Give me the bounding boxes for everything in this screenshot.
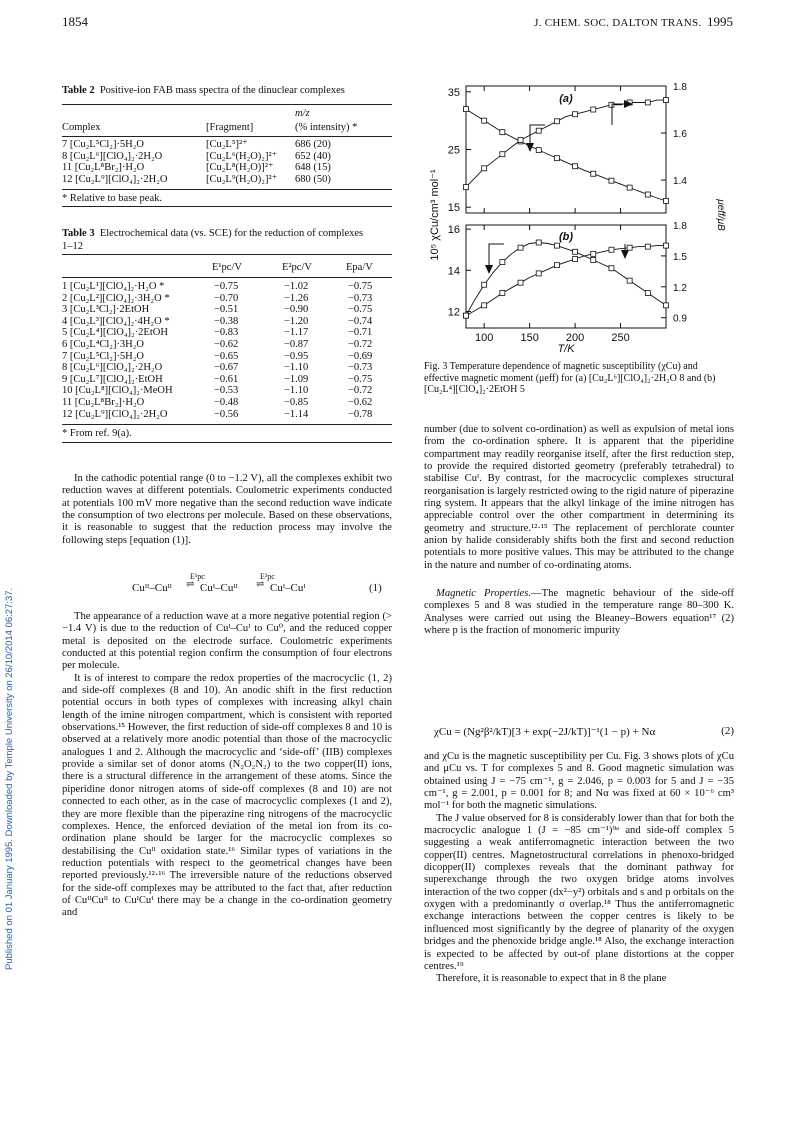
data-point: [573, 256, 578, 261]
y-tick-label: 15: [447, 202, 460, 215]
cell-e1: −0.83: [214, 327, 239, 339]
cell-complex: 7 [Cu₂L⁵Cl₂]·5H₂O: [62, 139, 145, 150]
table-row: [62, 304, 392, 316]
table3-col-e1: E¹pc/V: [212, 262, 242, 273]
data-point: [591, 171, 596, 176]
cell-e2: −1.14: [284, 408, 309, 420]
table-row: [62, 139, 392, 151]
data-point: [627, 278, 632, 283]
data-point: [518, 280, 523, 285]
data-point: [645, 290, 650, 295]
cell-epa: −0.73: [348, 362, 373, 374]
paragraph: The appearance of a reduction wave at a more negative potential region (> −1.4 V) is due to the reduction of Cuᴵ–Cuᴵ to Cu⁰, and the reduced copper metal is deposited on the electrode surface. Coulometric experiments conducted at this potential region confirm the consumption of four electrons per molecule.: [62, 611, 392, 672]
data-point: [500, 290, 505, 295]
cell-e2: −1.26: [284, 292, 309, 304]
data-point: [591, 107, 596, 112]
data-point: [518, 245, 523, 250]
cell-complex: 11 [Cu₂L⁸Br₂]·H₂O: [62, 396, 145, 408]
data-point: [482, 282, 487, 287]
table3-caption-text-2: 1–12: [62, 241, 83, 252]
data-point: [500, 152, 505, 157]
table2-body: [62, 139, 392, 185]
table-row: [62, 339, 392, 351]
y-tick-label: 12: [447, 306, 460, 319]
data-point: [573, 249, 578, 254]
data-point: [536, 128, 541, 133]
data-point: [464, 185, 469, 190]
data-point: [500, 260, 505, 265]
cell-complex: 2 [Cu₂L²][ClO₄]₂·3H₂O *: [62, 292, 170, 304]
cell-complex: 12 [Cu₂L⁹][ClO₄]₂·2H₂O: [62, 408, 168, 420]
paragraph: The J value observed for 8 is considerably lower than that for both the macrocyclic analogue 1 (J = −85 cm⁻¹)⁹ᵃ and side-off complex 5 suggesting a weak antiferromagnetic interaction between the two copper(II) centres. Magnetostructural correlations in phenoxo-bridged dicopper(II) complexes reveals that the dominant pathway for superexchange through the two oxygen bridge atoms involves interaction of the two copper (dx²−y²) orbitals and s and p orbitals on the oxygen with a predominantly σ overlap.¹⁸ Thus the antiferromagnetic exchange interactions between the copper centres is likely to be influenced most significantly by the degree of planarity of the oxygen bridges and the phenoxide bridge angle.¹⁸ Also, the exchange interaction is expected to be affected by out-of plane distortions at the copper centres.¹⁹: [424, 812, 734, 972]
x-tick-label: 250: [611, 332, 630, 344]
figure-caption: Fig. 3 Temperature dependence of magnetic susceptibility (χCu) and effective magnetic moment (μeff) for (a) [Cu₂L⁶][ClO₄]₂·2H₂O 8 and (b) [Cu₂L⁴][ClO₄]₂·2EtOH 5: [424, 361, 716, 395]
cell-mz: 680 (50): [295, 173, 331, 185]
cell-complex: 10 [Cu₂L⁸][ClO₄]₂·MeOH: [62, 385, 173, 397]
table3-col-epa: Epa/V: [346, 262, 373, 273]
panel-label: (b): [558, 231, 574, 243]
data-point: [536, 148, 541, 153]
paragraph: Therefore, it is reasonable to expect that in 8 the plane: [436, 973, 667, 985]
series-line: [466, 100, 666, 187]
eq1-species-c: Cuᴵ–Cuᴵ: [270, 582, 306, 594]
cell-epa: −0.75: [348, 281, 373, 292]
table2-end-rule: [62, 206, 392, 207]
cell-fragment: [Cu₂L⁹(H₂O)₂]²⁺: [206, 173, 278, 185]
cell-e1: −0.75: [214, 281, 239, 292]
cell-epa: −0.71: [348, 327, 373, 339]
y-tick-label: 14: [447, 265, 460, 278]
table2-caption-text: Positive-ion FAB mass spectra of the dinuclear complexes: [99, 85, 345, 96]
x-tick-label: 200: [565, 332, 585, 344]
data-point: [536, 271, 541, 276]
table-row: [62, 174, 392, 186]
data-point: [609, 247, 614, 252]
cell-e2: −1.10: [284, 385, 309, 397]
eq1-arrow2: ⇌: [256, 579, 265, 590]
table3-label: Table 3: [62, 228, 95, 239]
table-row: [62, 151, 392, 163]
table3-end-rule: [62, 442, 392, 443]
cell-epa: −0.69: [348, 350, 373, 362]
table-row: [62, 351, 392, 363]
data-point: [645, 192, 650, 197]
right-column-cont: [424, 751, 734, 986]
data-point: [609, 102, 614, 107]
table3-footnote: * From ref. 9(a).: [62, 428, 132, 439]
cell-e2: −0.85: [284, 396, 309, 408]
table-row: [62, 397, 392, 409]
y2-tick-label: 1.6: [673, 129, 687, 141]
table-row: [62, 374, 392, 386]
data-point: [536, 240, 541, 245]
cell-complex: 1 [Cu₂L¹][ClO₄]₂·H₂O *: [62, 281, 165, 292]
cell-mz: 686 (20): [295, 139, 331, 150]
data-point: [500, 130, 505, 135]
y-axis-label: 10⁵ χCu/cm³ mol⁻¹: [429, 169, 441, 261]
cell-e2: −1.10: [284, 362, 309, 374]
y2-tick-label: 1.4: [673, 176, 687, 188]
axis-arrow: [612, 104, 630, 125]
data-point: [645, 244, 650, 249]
cell-mz: 648 (15): [295, 162, 331, 174]
section-heading: Magnetic Properties.: [436, 588, 532, 600]
y2-tick-label: 0.9: [673, 313, 687, 325]
watermark-text: Published on 01 January 1995. Downloaded by Temple University on 26/10/2014 06:27:37.: [4, 587, 15, 970]
data-point: [464, 313, 469, 318]
cell-e1: −0.62: [214, 338, 239, 350]
panel-label: (a): [559, 93, 573, 105]
table3-mid-rule: [62, 277, 392, 278]
y-tick-label: 25: [447, 144, 460, 157]
plot-b: [448, 221, 688, 344]
data-point: [554, 119, 559, 124]
series-line: [466, 246, 666, 316]
data-point: [482, 118, 487, 123]
data-point: [664, 198, 669, 203]
data-point: [482, 303, 487, 308]
cell-epa: −0.78: [348, 408, 373, 420]
data-point: [591, 258, 596, 263]
cell-e2: −1.09: [284, 373, 309, 385]
data-point: [609, 178, 614, 183]
data-point: [609, 266, 614, 271]
y-tick-label: 35: [447, 86, 460, 99]
table2-col-intensity: (% intensity) *: [295, 122, 358, 133]
data-point: [573, 164, 578, 169]
axis-arrow-head: [621, 250, 629, 259]
data-point: [664, 243, 669, 248]
data-point: [464, 107, 469, 112]
table2-caption: [62, 84, 392, 97]
cell-epa: −0.74: [348, 315, 373, 327]
cell-e1: −0.56: [214, 408, 239, 420]
x-tick-label: 150: [520, 332, 539, 344]
table-row: [62, 409, 392, 421]
data-point: [664, 98, 669, 103]
table-row: [62, 362, 392, 374]
series-line: [466, 243, 666, 316]
y2-tick-label: 1.5: [673, 251, 687, 263]
cell-epa: −0.62: [348, 396, 373, 408]
paragraph: [424, 588, 734, 637]
cell-e1: −0.70: [214, 292, 239, 304]
table-row: [62, 316, 392, 328]
table3-bottom-rule: [62, 424, 392, 425]
plot-frame: [466, 86, 666, 213]
table3-caption-text: Electrochemical data (vs. SCE) for the reduction of complexes: [99, 228, 364, 239]
eq1-species-b: Cuᴵ–Cuᴵᴵ: [200, 582, 238, 594]
cell-e2: −0.95: [284, 350, 309, 362]
cell-e1: −0.51: [214, 304, 239, 316]
cell-e2: −1.17: [284, 327, 309, 339]
y2-axis-label: μeff/μB: [715, 199, 726, 231]
cell-complex: 6 [Cu₂L⁴Cl₂]·3H₂O: [62, 338, 145, 350]
series-line: [466, 109, 666, 201]
x-tick-label: 100: [475, 332, 494, 344]
data-point: [482, 166, 487, 171]
cell-e1: −0.38: [214, 315, 239, 327]
cell-fragment: [Cu₂L⁵]²⁺: [206, 139, 248, 150]
table-row: [62, 293, 392, 305]
cell-complex: 3 [Cu₂L³Cl₂]·2EtOH: [62, 304, 150, 316]
data-point: [645, 100, 650, 105]
cell-complex: 8 [Cu₂L⁶][ClO₄]₂·2H₂O: [62, 362, 163, 374]
cell-epa: −0.73: [348, 292, 373, 304]
cell-complex: 8 [Cu₂L⁶][ClO₄]₂·2H₂O: [62, 150, 163, 162]
cell-e2: −1.20: [284, 315, 309, 327]
cell-mz: 652 (40): [295, 150, 331, 162]
table2-label: Table 2: [62, 85, 95, 96]
paragraph: and χCu is the magnetic susceptibility per Cu. Fig. 3 shows plots of χCu and μCu vs. T for complexes 5 and 8. Good magnetic simulation was obtained using J = −75 cm⁻¹, g = 2.046, p = 0.003 for 5 and J = −35 cm⁻¹, g = 2.001, p = 0.001 for 8; and Nα was fixed at 60 × 10⁻⁶ cm³ mol⁻¹ for both the magnetic simulations.: [424, 751, 734, 812]
cell-epa: −0.72: [348, 338, 373, 350]
eq2-text: χCu = (Ng²β²/kT)[3 + exp(−2J/kT)]⁻¹(1 − p) + Nα: [434, 726, 656, 738]
cell-e1: −0.61: [214, 373, 239, 385]
cell-fragment: [Cu₂L⁸(H₂O)]²⁺: [206, 162, 274, 174]
y2-tick-label: 1.2: [673, 282, 687, 294]
table2-col-complex: Complex: [62, 122, 101, 133]
table2-bottom-rule: [62, 189, 392, 190]
table-row: [62, 327, 392, 339]
cell-complex: 9 [Cu₂L⁷][ClO₄]₂·EtOH: [62, 373, 163, 385]
data-point: [554, 263, 559, 268]
table3-body: [62, 281, 392, 420]
cell-fragment: [Cu₂L⁶(H₂O)₂]²⁺: [206, 150, 278, 162]
data-point: [554, 243, 559, 248]
cell-e2: −0.90: [284, 304, 309, 316]
table2-mid-rule: [62, 136, 392, 137]
left-column: [62, 473, 392, 547]
running-header: [534, 14, 733, 30]
eq1-arrow2-label: E²pc: [260, 572, 275, 581]
table2-col-mz: m/z: [295, 108, 310, 119]
paragraph: In the cathodic potential range (0 to −1.2 V), all the complexes exhibit two reduction waves at different potentials. Coulometric experiments conducted at potentials 100 mV more negative than the second reduction wave indicate the consumption of two electrons per molecule. Based on these observations, it is reasonable to suggest that the reduction process may involve the following steps [equation (1)].: [62, 473, 392, 546]
cell-complex: 5 [Cu₂L⁴][ClO₄]₂·2EtOH: [62, 327, 168, 339]
cell-epa: −0.75: [348, 304, 373, 316]
data-point: [591, 251, 596, 256]
cell-e1: −0.65: [214, 350, 239, 362]
eq1-number: (1): [369, 582, 382, 594]
cell-e1: −0.53: [214, 385, 239, 397]
data-point: [573, 112, 578, 117]
eq2-number: (2): [721, 725, 734, 737]
x-axis-label: T/K: [557, 343, 575, 355]
data-point: [554, 156, 559, 161]
journal-name: J. CHEM. SOC. DALTON TRANS.: [534, 17, 702, 29]
right-column: [424, 424, 734, 638]
eq1-arrow1-label: E¹pc: [190, 572, 205, 581]
download-watermark: [4, 270, 18, 970]
data-point: [664, 303, 669, 308]
cell-epa: −0.75: [348, 373, 373, 385]
cell-complex: 12 [Cu₂L⁹][ClO₄]₂·2H₂O: [62, 173, 168, 185]
cell-e1: −0.48: [214, 396, 239, 408]
table-row: [62, 162, 392, 174]
table3-caption: [62, 227, 392, 253]
data-point: [627, 185, 632, 190]
axis-arrow-head: [485, 265, 493, 274]
data-point: [627, 245, 632, 250]
equation-1: [62, 572, 392, 602]
paragraph: number (due to solvent co-ordination) as well as expulsion of metal ions from the co-ordination sphere. It is apparent that the piperidine compartment may readily reorganise itself, after the first reduction step, to provide the required distorted geometry (preferably tetrahedral) to stabilise Cuᴵ. By contrast, for the macrocyclic complexes structural reorganisation is largely restricted owing to the rigid nature of piperazine ring system. It appears that the alkyl linkage of the imine nitrogen has appreciable control over the other compartment in determining its geometry and structure.¹²·¹⁵ The replacement of perchlorate counter anion by halide considerably shifts both the first and second reduction potentials to more positive values. This may be attributed to the change in the nature and number of co-ordinating atoms.: [424, 424, 734, 571]
cell-complex: 11 [Cu₂L⁸Br₂]·H₂O: [62, 162, 145, 174]
table2-top-rule: [62, 104, 392, 105]
cell-e2: −0.87: [284, 338, 309, 350]
table-row: [62, 281, 392, 293]
eq1-species-a: Cuᴵᴵ–Cuᴵᴵ: [132, 582, 172, 594]
y2-tick-label: 1.8: [673, 221, 687, 232]
y-tick-label: 16: [447, 224, 460, 237]
table-row: [62, 385, 392, 397]
table3-top-rule: [62, 254, 392, 255]
left-column-cont: [62, 611, 392, 920]
cell-e1: −0.67: [214, 362, 239, 374]
cell-complex: 4 [Cu₂L³][ClO₄]₂·4H₂O *: [62, 315, 170, 327]
y2-tick-label: 1.8: [673, 82, 687, 93]
data-point: [518, 138, 523, 143]
cell-complex: 7 [Cu₂L⁵Cl₂]·5H₂O: [62, 350, 145, 362]
journal-year: 1995: [707, 14, 733, 29]
plot-a: [448, 82, 688, 214]
eq1-arrow1: ⇌: [186, 579, 195, 590]
table3-col-e2: E²pc/V: [282, 262, 312, 273]
cell-epa: −0.72: [348, 385, 373, 397]
cell-e2: −1.02: [284, 281, 309, 292]
figure-3: [400, 76, 732, 356]
paragraph: It is of interest to compare the redox properties of the macrocyclic (1, 2) and side-off complexes (8 and 10). An anodic shift in the first reduction potential occurs in both types of complexes with increasing alkyl chain length of the imine nitrogen compartment, which is consistent with reported observations.¹⁵ However, the first reduction of side-off complexes 8 and 10 is observed at a relatively more anodic potential than those of the macrocyclic analogues 1 and 2. Although the macrocyclic and ‘side-off’ (IIB) complexes provide a similar set of donor atoms (N₂O₂N₂) to the two copper(II) ions, there is a structural difference in the arrangement of these atoms. Since the piperidine donor nitrogen atoms of side-off complexes (8 and 10) are not connected to each other, as in the case of macrocyclic complexes (1 and 2), they are more flexible than the piperazine ring nitrogens of the macrocyclic complexes. Hence, the enforced deviation of the metal ion from its co-ordination plane should be larger for the macrocyclic complexes so destabilising the Cuᴵᴵ oxidation state.¹⁶ Similar types of variations in the reduction potentials with respect to the geometrical changes have been reported previously.¹²·¹⁶ The irreversible nature of the reductions observed for the side-off complexes may be attributed to the fact that, after reduction of CuᴵᴵCuᴵᴵ to CuᴵCuᴵ there may be a change in the co-ordination geometry and: [62, 672, 392, 919]
page-number: 1854: [62, 14, 88, 29]
table2-col-fragment: [Fragment]: [206, 122, 254, 133]
paragraph-text: —The magnetic behaviour of the side-off complexes 5 and 8 was studied in the temperature range 80–300 K. Analyses were carried out using the Bleaney–Bowers equation¹⁷ (2) where p is the fraction of monomeric impurity: [424, 588, 734, 637]
table2-footnote: * Relative to base peak.: [62, 193, 163, 204]
